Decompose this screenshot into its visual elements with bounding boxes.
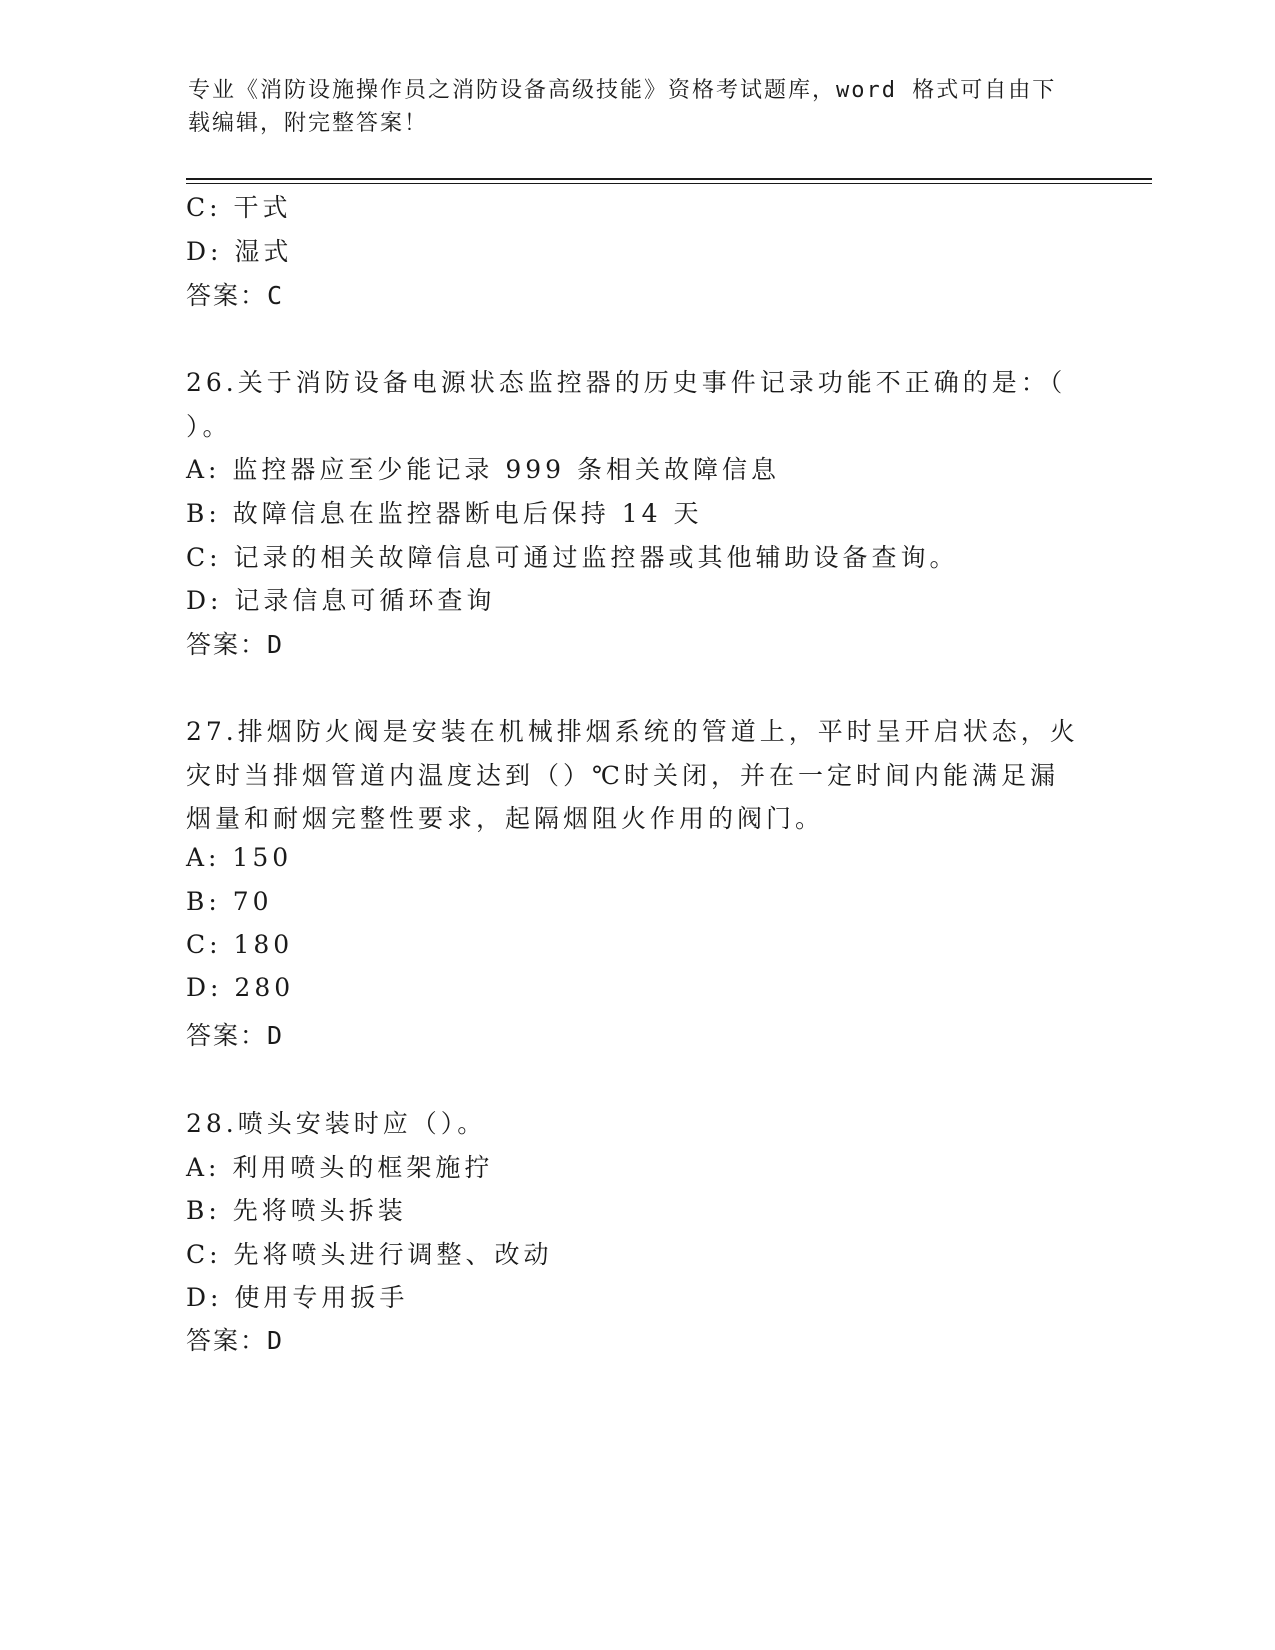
q26-option-b: B: 故障信息在监控器断电后保持 14 天	[186, 499, 703, 528]
q28-option-d: D: 使用专用扳手	[186, 1283, 409, 1312]
header-rule-thin	[186, 183, 1152, 184]
q27-answer: 答案：D	[186, 1021, 285, 1050]
q27-stem-line-1: 27.排烟防火阀是安装在机械排烟系统的管道上，平时呈开启状态，火	[186, 717, 1079, 746]
q25-option-d: D: 湿式	[186, 237, 293, 266]
q28-stem: 28.喷头安装时应（）。	[186, 1109, 487, 1138]
q27-option-c: C: 180	[186, 930, 294, 959]
q27-stem-line-2: 灾时当排烟管道内温度达到（）℃时关闭，并在一定时间内能满足漏	[186, 761, 1059, 790]
q26-stem-line-1: 26.关于消防设备电源状态监控器的历史事件记录功能不正确的是：（	[186, 368, 1067, 397]
q27-option-a: A: 150	[186, 843, 293, 872]
header-line-2: 载编辑，附完整答案！	[188, 111, 429, 136]
q28-option-b: B: 先将喷头拆装	[186, 1196, 407, 1225]
page-header	[188, 74, 1068, 140]
q25-answer: 答案：C	[186, 281, 285, 310]
q26-option-a: A: 监控器应至少能记录 999 条相关故障信息	[186, 455, 781, 484]
q26-stem-line-2: ）。	[186, 412, 232, 441]
q28-answer: 答案：D	[186, 1326, 285, 1355]
q26-option-d: D: 记录信息可循环查询	[186, 586, 496, 615]
q28-option-a: A: 利用喷头的框架施拧	[186, 1153, 494, 1182]
header-line-1: 专业《消防设施操作员之消防设备高级技能》资格考试题库，word 格式可自由下	[188, 78, 1057, 103]
header-rule-thick	[186, 178, 1152, 180]
q27-option-b: B: 70	[186, 887, 273, 916]
q26-option-c: C: 记录的相关故障信息可通过监控器或其他辅助设备查询。	[186, 543, 959, 572]
q26-answer: 答案：D	[186, 630, 285, 659]
q27-stem-line-3: 烟量和耐烟完整性要求，起隔烟阻火作用的阀门。	[186, 804, 825, 833]
q27-option-d: D: 280	[186, 973, 295, 1002]
q28-option-c: C: 先将喷头进行调整、改动	[186, 1240, 553, 1269]
q25-option-c: C: 干式	[186, 193, 292, 222]
